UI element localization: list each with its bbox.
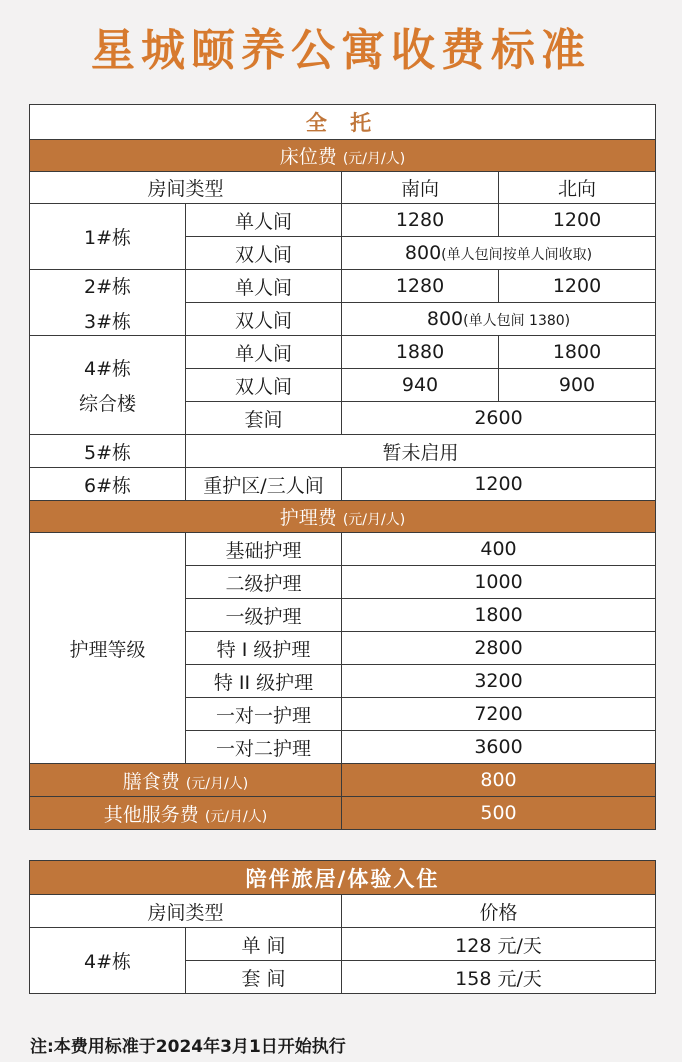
bed-fee-label: 床位费 — [279, 146, 337, 168]
bed-fee-unit: (元/月/人) — [342, 151, 406, 167]
b1-double-note: (单人包间按单人间收取) — [441, 247, 593, 263]
b23-double-value: 800 — [426, 308, 464, 330]
b4-suite-price: 2600 — [342, 402, 656, 435]
building-4-name: 4#栋 — [83, 358, 131, 380]
care-item-name: 二级护理 — [186, 566, 342, 599]
companion-table — [29, 860, 656, 994]
b23-single-south: 1280 — [342, 270, 499, 303]
full-care-title: 全 托 — [30, 105, 656, 140]
b23-double-note: (单人包间 1380) — [463, 313, 571, 329]
care-item-price: 1000 — [342, 566, 656, 599]
care-item-name: 基础护理 — [186, 533, 342, 566]
companion-suite-price: 158 元/天 — [342, 961, 656, 994]
care-item-name: 一对一护理 — [186, 698, 342, 731]
meal-fee-label — [30, 764, 342, 797]
b4-suite-label: 套间 — [186, 402, 342, 435]
footnote: 注:本费用标准于2024年3月1日开始执行 — [30, 1037, 346, 1057]
building-6: 6#栋 — [30, 468, 186, 501]
b23-single-north: 1200 — [499, 270, 656, 303]
care-item-price: 2800 — [342, 632, 656, 665]
other-fee-name: 其他服务费 — [103, 803, 199, 826]
b4-double-south: 940 — [342, 369, 499, 402]
meal-fee-name: 膳食费 — [122, 770, 180, 793]
care-level-label: 护理等级 — [30, 533, 186, 764]
companion-price-header: 价格 — [342, 895, 656, 928]
south-header: 南向 — [342, 172, 499, 204]
care-item-name: 特 II 级护理 — [186, 665, 342, 698]
building-5: 5#栋 — [30, 435, 186, 468]
building-complex: 综合楼 — [78, 393, 136, 415]
b1-double-value: 800 — [404, 242, 442, 264]
room-type-header: 房间类型 — [30, 172, 342, 204]
building-1: 1#栋 — [30, 204, 186, 270]
care-item-price: 7200 — [342, 698, 656, 731]
b1-single-north: 1200 — [499, 204, 656, 237]
companion-suite-label: 套 间 — [186, 961, 342, 994]
building-2: 2#栋 — [83, 275, 131, 298]
b5-status: 暂未启用 — [186, 435, 656, 468]
b6-price: 1200 — [342, 468, 656, 501]
b4-single-label: 单人间 — [186, 336, 342, 369]
meal-fee-unit: (元/月/人) — [185, 775, 249, 792]
bed-fee-header — [30, 140, 656, 172]
companion-single-label: 单 间 — [186, 928, 342, 961]
other-fee-label — [30, 797, 342, 830]
companion-building: 4#栋 — [30, 928, 186, 994]
companion-title: 陪伴旅居/体验入住 — [30, 861, 656, 895]
b1-double-label: 双人间 — [186, 237, 342, 270]
page-title: 星城颐养公寓收费标准 — [91, 25, 591, 76]
b23-double-label: 双人间 — [186, 303, 342, 336]
b1-single-label: 单人间 — [186, 204, 342, 237]
care-item-price: 3200 — [342, 665, 656, 698]
care-item-price: 1800 — [342, 599, 656, 632]
care-item-name: 特 I 级护理 — [186, 632, 342, 665]
b1-double-price — [342, 237, 656, 270]
b23-double-price — [342, 303, 656, 336]
b1-single-south: 1280 — [342, 204, 499, 237]
care-item-price: 400 — [342, 533, 656, 566]
full-care-table — [29, 104, 656, 830]
b4-double-label: 双人间 — [186, 369, 342, 402]
care-fee-header — [30, 501, 656, 533]
b23-single-label: 单人间 — [186, 270, 342, 303]
building-2-3 — [30, 270, 186, 336]
b4-single-north: 1800 — [499, 336, 656, 369]
companion-room-type-header: 房间类型 — [30, 895, 342, 928]
north-header: 北向 — [499, 172, 656, 204]
companion-single-price: 128 元/天 — [342, 928, 656, 961]
care-fee-unit: (元/月/人) — [342, 512, 406, 528]
building-3: 3#栋 — [83, 310, 131, 333]
b4-double-north: 900 — [499, 369, 656, 402]
b6-room-label: 重护区/三人间 — [186, 468, 342, 501]
care-item-name: 一级护理 — [186, 599, 342, 632]
care-item-price: 3600 — [342, 731, 656, 764]
other-fee-price: 500 — [342, 797, 656, 830]
b4-single-south: 1880 — [342, 336, 499, 369]
meal-fee-price: 800 — [342, 764, 656, 797]
care-item-name: 一对二护理 — [186, 731, 342, 764]
building-4 — [30, 336, 186, 435]
other-fee-unit: (元/月/人) — [204, 808, 268, 825]
care-fee-label: 护理费 — [279, 507, 337, 529]
